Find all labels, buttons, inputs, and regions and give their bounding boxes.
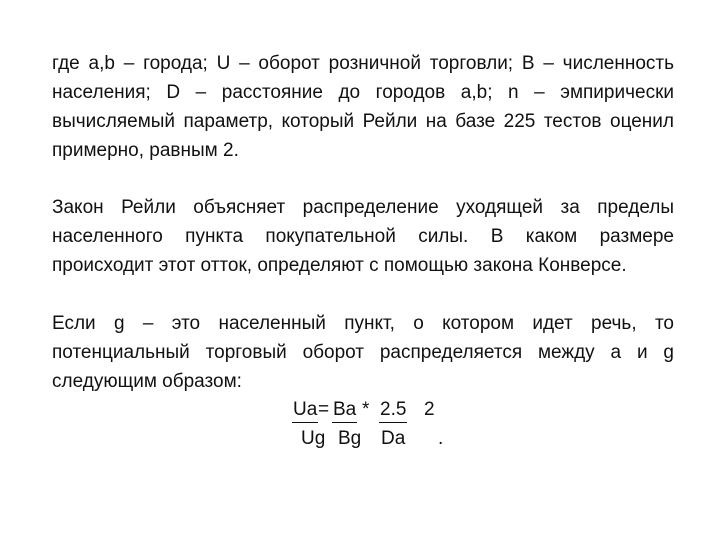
formula-exponent: 2	[424, 399, 435, 420]
formula-da: Da	[381, 428, 406, 449]
formula-2-5: 2.5	[379, 398, 407, 423]
formula-multiply: *	[362, 399, 370, 420]
formula-bg: Bg	[338, 428, 362, 449]
paragraph-reilly-law: Закон Рейли объясняет распределение уходящей за пределы населенного пункта покупательной силы. В каком размере происходит этот отток, определяют с помощью закона Конверсе.	[52, 197, 674, 276]
formula-period: .	[438, 428, 444, 449]
formula-ba: Ba	[332, 398, 357, 423]
formula-ug: Ug	[301, 428, 326, 449]
paragraph-definitions: где a,b – города; U – оборот розничной торговли; B – численность населения; D – расстояние до городов a,b; n – эмпирически вычисляемый параметр, который Рейли на базе 225 тестов оценил примерно, равным 2.	[52, 53, 674, 161]
paragraph-converse-intro: Если g – это населенный пункт, о котором идет речь, то потенциальный торговый оборот распределяется между а и g следующим образом:	[52, 313, 674, 392]
formula-equals: =	[318, 399, 330, 420]
formula-ua: Ua	[292, 398, 318, 423]
